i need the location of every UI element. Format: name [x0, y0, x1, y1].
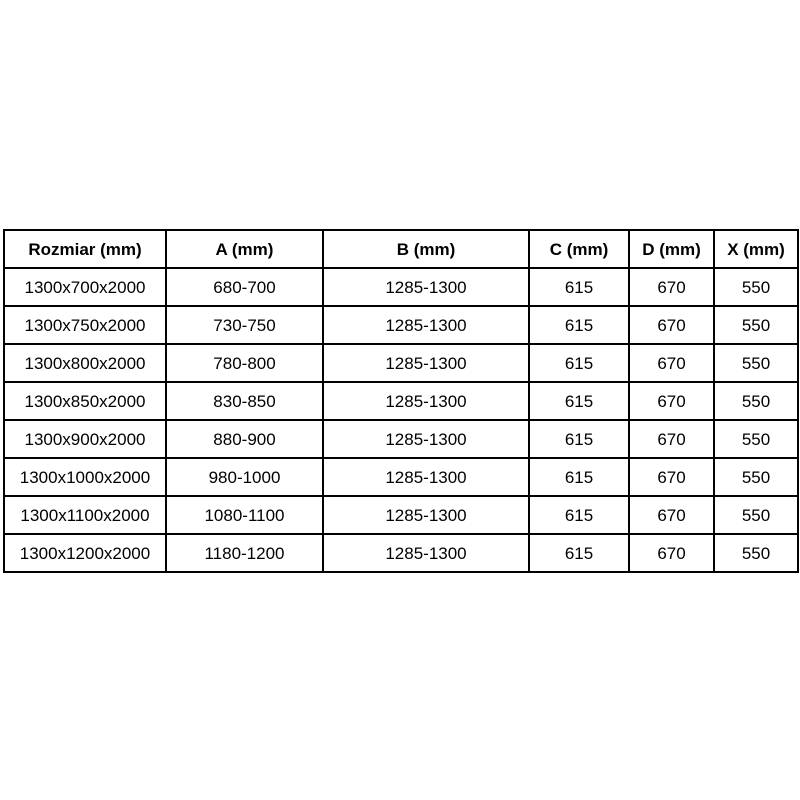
- table-row: [4, 534, 798, 572]
- cell-x: 550: [714, 268, 798, 306]
- table-row: [4, 268, 798, 306]
- cell-a: 780-800: [166, 344, 323, 382]
- cell-d: 670: [629, 496, 714, 534]
- cell-d: 670: [629, 344, 714, 382]
- size-spec-table: [3, 229, 799, 573]
- table-row: [4, 306, 798, 344]
- cell-rozmiar: 1300x700x2000: [4, 268, 166, 306]
- cell-c: 615: [529, 534, 629, 572]
- cell-d: 670: [629, 382, 714, 420]
- header-x: X (mm): [714, 230, 798, 268]
- cell-b: 1285-1300: [323, 382, 529, 420]
- cell-x: 550: [714, 496, 798, 534]
- cell-x: 550: [714, 458, 798, 496]
- header-rozmiar: Rozmiar (mm): [4, 230, 166, 268]
- cell-x: 550: [714, 420, 798, 458]
- cell-c: 615: [529, 382, 629, 420]
- cell-b: 1285-1300: [323, 268, 529, 306]
- cell-a: 680-700: [166, 268, 323, 306]
- cell-d: 670: [629, 534, 714, 572]
- cell-b: 1285-1300: [323, 420, 529, 458]
- cell-a: 980-1000: [166, 458, 323, 496]
- cell-b: 1285-1300: [323, 496, 529, 534]
- cell-x: 550: [714, 382, 798, 420]
- cell-d: 670: [629, 458, 714, 496]
- cell-a: 830-850: [166, 382, 323, 420]
- cell-rozmiar: 1300x850x2000: [4, 382, 166, 420]
- cell-c: 615: [529, 496, 629, 534]
- cell-c: 615: [529, 344, 629, 382]
- cell-rozmiar: 1300x1100x2000: [4, 496, 166, 534]
- cell-x: 550: [714, 534, 798, 572]
- cell-x: 550: [714, 344, 798, 382]
- cell-a: 1180-1200: [166, 534, 323, 572]
- cell-c: 615: [529, 268, 629, 306]
- cell-b: 1285-1300: [323, 306, 529, 344]
- cell-c: 615: [529, 458, 629, 496]
- cell-a: 1080-1100: [166, 496, 323, 534]
- cell-rozmiar: 1300x750x2000: [4, 306, 166, 344]
- cell-a: 880-900: [166, 420, 323, 458]
- header-b: B (mm): [323, 230, 529, 268]
- cell-b: 1285-1300: [323, 534, 529, 572]
- header-a: A (mm): [166, 230, 323, 268]
- cell-rozmiar: 1300x900x2000: [4, 420, 166, 458]
- cell-d: 670: [629, 268, 714, 306]
- cell-d: 670: [629, 306, 714, 344]
- cell-d: 670: [629, 420, 714, 458]
- cell-x: 550: [714, 306, 798, 344]
- cell-rozmiar: 1300x1200x2000: [4, 534, 166, 572]
- header-row: [4, 230, 798, 268]
- table-row: [4, 496, 798, 534]
- cell-c: 615: [529, 420, 629, 458]
- table-row: [4, 458, 798, 496]
- table-row: [4, 344, 798, 382]
- cell-rozmiar: 1300x800x2000: [4, 344, 166, 382]
- cell-c: 615: [529, 306, 629, 344]
- table-row: [4, 420, 798, 458]
- header-d: D (mm): [629, 230, 714, 268]
- cell-b: 1285-1300: [323, 344, 529, 382]
- header-c: C (mm): [529, 230, 629, 268]
- cell-a: 730-750: [166, 306, 323, 344]
- cell-b: 1285-1300: [323, 458, 529, 496]
- cell-rozmiar: 1300x1000x2000: [4, 458, 166, 496]
- table-row: [4, 382, 798, 420]
